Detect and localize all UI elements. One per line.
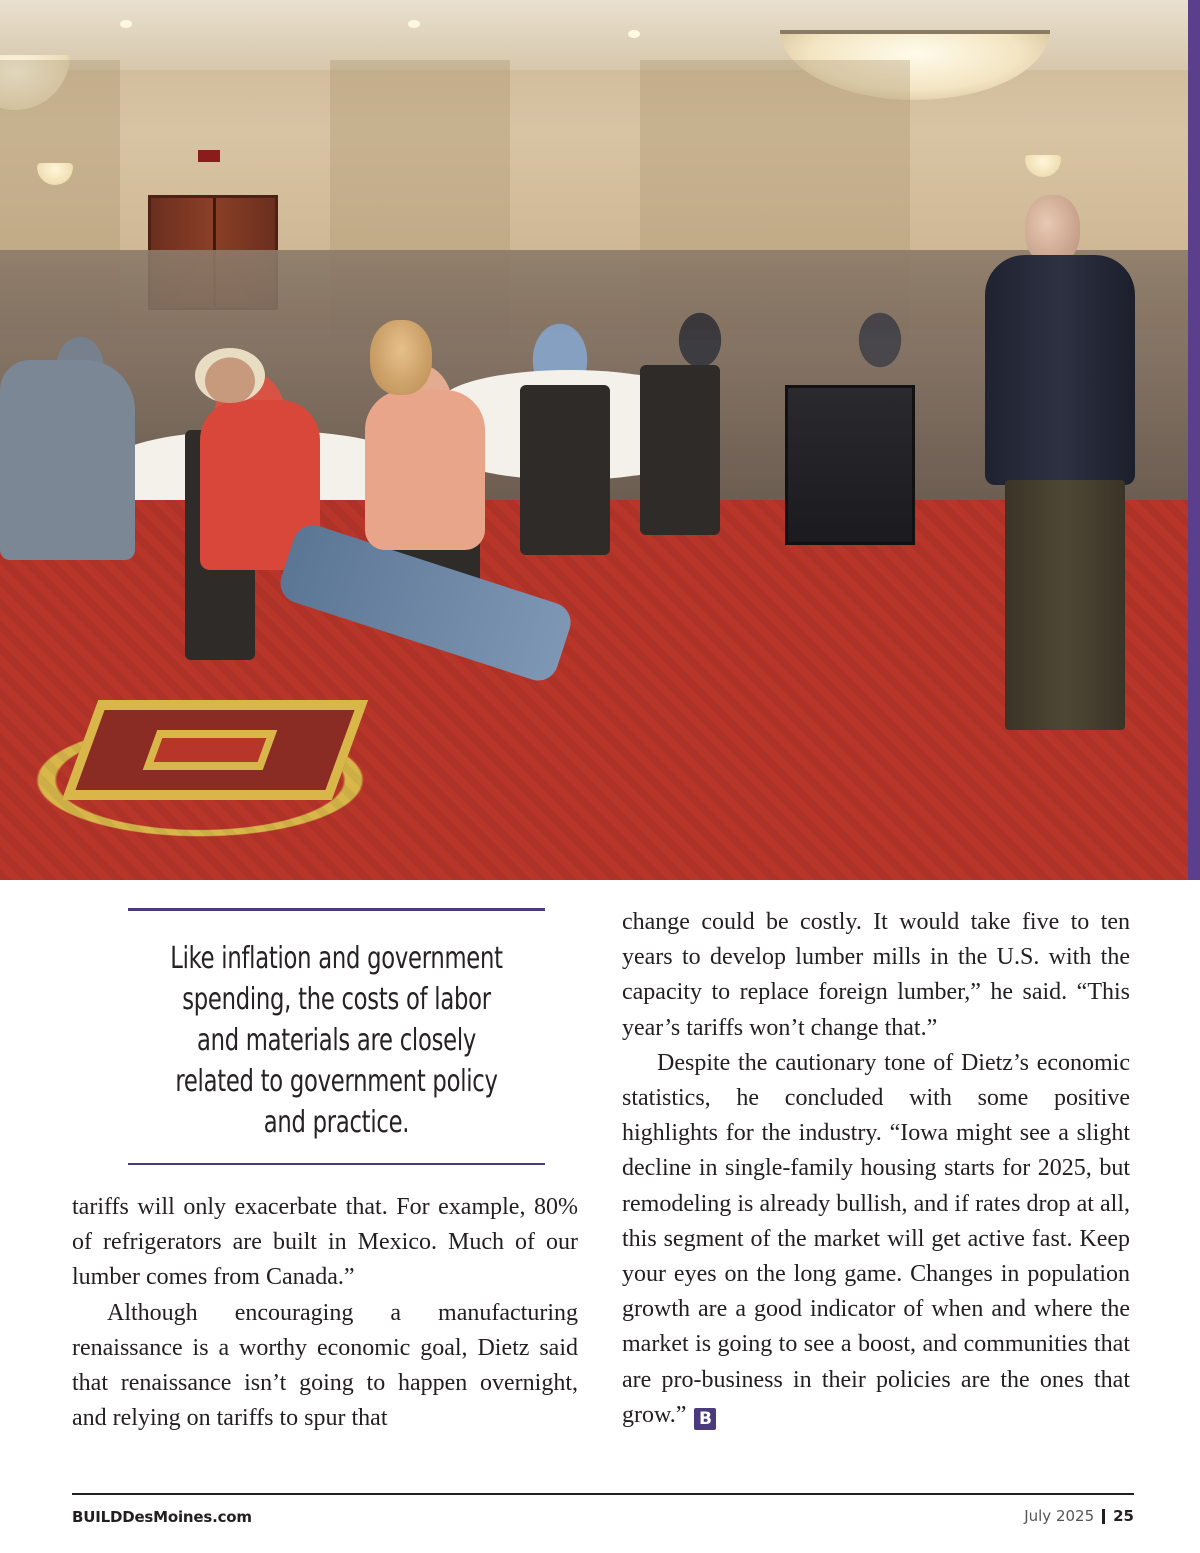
exit-sign — [198, 150, 220, 162]
attendee — [0, 360, 135, 560]
pull-quote-text: Like inflation and government spending, the costs of labor and materials are closely related to government policy and practice. — [170, 941, 503, 1140]
footer-rule — [72, 1493, 1134, 1495]
pull-quote — [128, 908, 545, 1166]
speaker-jacket — [985, 255, 1135, 485]
body-paragraph-text: Despite the cautionary tone of Dietz’s economic statistics, he concluded with some positive highlights for the industry. “Iowa might see a slight decline in single-family housing starts for 2025, but remodeling is already bullish, and if rates drop at all, this segment of the market will get active fast. Keep your eyes on the long game. Changes in population growth are a good indicator of when and where the market is going to see a boost, and communities that are pro-business in their policies are the ones that grow.” — [622, 1049, 1130, 1428]
page-accent-bar — [1188, 0, 1200, 880]
carpet-pattern — [143, 730, 278, 770]
attendee-head — [370, 320, 432, 395]
speaker — [975, 195, 1145, 735]
chair — [640, 365, 720, 535]
attendee-head — [195, 348, 265, 403]
pull-quote-top-rule — [128, 908, 545, 911]
speaker-legs — [1005, 480, 1125, 730]
ceiling-light — [628, 30, 640, 38]
body-column-right — [622, 905, 1130, 1433]
end-of-article-mark: B — [694, 1408, 716, 1430]
pull-quote-bottom-rule — [128, 1163, 545, 1165]
footer-separator — [1102, 1509, 1105, 1524]
body-paragraph — [622, 1046, 1130, 1433]
body-column-left — [72, 1190, 578, 1436]
footer-website: BUILDDesMoines.com — [72, 1508, 252, 1526]
footer-issue-date: July 2025 — [1024, 1507, 1095, 1525]
attendee — [365, 390, 485, 550]
av-cart — [785, 385, 915, 545]
footer-folio — [1024, 1507, 1134, 1525]
body-paragraph: Although encouraging a manufacturing renaissance is a worthy economic goal, Dietz said that renaissance isn’t going to happen overnight, and relying on tariffs to spur that — [72, 1299, 578, 1432]
body-paragraph: tariffs will only exacerbate that. For example, 80% of refrigerators are built in Mexico. Much of our lumber comes from Canada.” — [72, 1194, 578, 1291]
footer-page-number: 25 — [1113, 1507, 1134, 1525]
chair — [520, 385, 610, 555]
ceiling-light — [408, 20, 420, 28]
ceiling-light — [120, 20, 132, 28]
body-paragraph: change could be costly. It would take five to ten years to develop lumber mills in the U.S. with the capacity to replace foreign lumber,” he said. “This year’s tariffs won’t change that.” — [622, 909, 1130, 1041]
